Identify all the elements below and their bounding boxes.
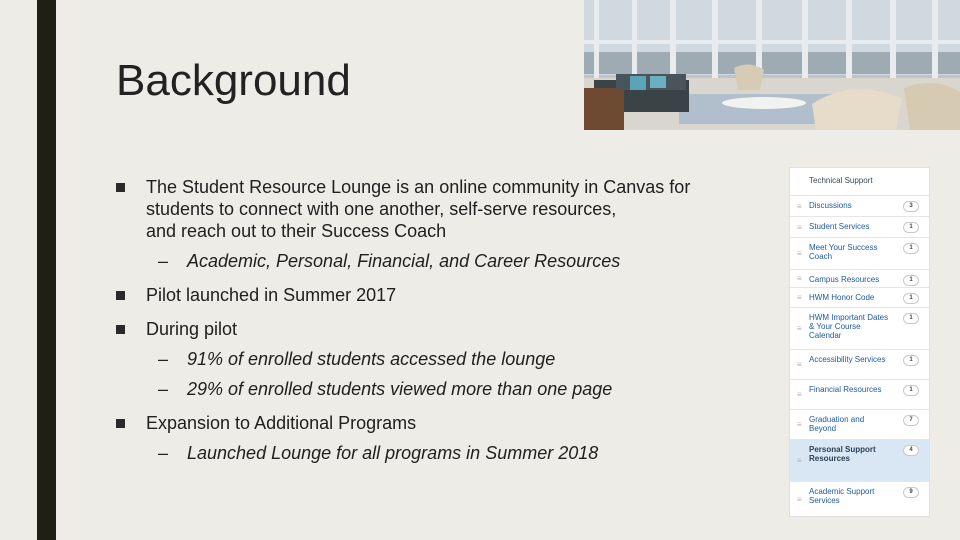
nav-item-label: Academic Support Services [809,487,875,505]
drag-handle-icon[interactable]: ≡ [797,324,802,333]
drag-handle-icon[interactable]: ≡ [797,249,802,258]
nav-item[interactable] [790,380,930,410]
nav-item[interactable] [790,410,930,440]
drag-handle-icon[interactable]: ≡ [797,293,802,302]
sub-bullet-dash: – [158,349,169,369]
nav-item-label: Student Services [809,222,870,231]
slide-title: Background [116,56,351,105]
sub-bullet-dash: – [158,379,169,399]
nav-item-count-badge: 1 [903,355,919,366]
bullet-marker [116,291,125,300]
nav-header: Technical Support [790,168,930,196]
drag-handle-icon[interactable]: ≡ [797,456,802,465]
nav-item-count-badge: 1 [903,243,919,254]
nav-item[interactable] [790,270,930,288]
nav-item[interactable] [790,440,930,482]
bullet-text: The Student Resource Lounge is an online community in Canvas for [146,177,691,197]
bullet-marker [116,183,125,192]
sub-bullet-text: 91% of enrolled students accessed the lounge [187,349,556,369]
bullet-marker [116,419,125,428]
drag-handle-icon[interactable]: ≡ [797,360,802,369]
nav-item-label: HWM Honor Code [809,293,875,302]
drag-handle-icon[interactable]: ≡ [797,390,802,399]
nav-item-count-badge: 1 [903,275,919,286]
drag-handle-icon[interactable]: ≡ [797,201,802,211]
nav-item-label: Accessibility Services [809,355,886,364]
nav-item-count-badge: 1 [903,385,919,396]
sub-bullet-dash: – [158,251,169,271]
nav-item-label: Graduation and Beyond [809,415,865,433]
nav-item-label: HWM Important Dates & Your Course Calendar [809,313,889,340]
sub-bullet-text: Academic, Personal, Financial, and Career Resources [187,251,621,271]
nav-item-label: Discussions [809,201,852,210]
bullet-marker [116,325,125,334]
nav-item[interactable] [790,238,930,270]
drag-handle-icon[interactable]: ≡ [797,222,802,232]
nav-item[interactable] [790,288,930,308]
course-navigation-screenshot [789,167,930,517]
nav-item-label: Campus Resources [809,275,880,284]
left-accent-bar [37,0,56,540]
bullet-text: During pilot [146,319,238,339]
nav-item-count-badge: 1 [903,313,919,324]
drag-handle-icon[interactable]: ≡ [797,495,802,504]
bullet-text: and reach out to their Success Coach [146,221,447,241]
lounge-photo [584,0,960,130]
nav-item-count-badge: 4 [903,445,919,456]
nav-item-count-badge: 1 [903,222,919,233]
sub-bullet-text: Launched Lounge for all programs in Summer 2018 [187,443,599,463]
nav-item[interactable] [790,308,930,350]
nav-item[interactable] [790,217,930,238]
nav-item-label: Financial Resources [809,385,882,394]
nav-item[interactable] [790,482,930,517]
sub-bullet-text: 29% of enrolled students viewed more than one page [187,379,613,399]
bullet-text: Pilot launched in Summer 2017 [146,285,397,305]
nav-item-count-badge: 9 [903,487,919,498]
drag-handle-icon[interactable]: ≡ [797,420,802,429]
nav-item-count-badge: 7 [903,415,919,426]
drag-handle-icon[interactable]: ≡ [797,274,802,283]
nav-item[interactable] [790,196,930,217]
nav-item-label: Personal Support Resources [809,445,876,463]
nav-item-count-badge: 1 [903,293,919,304]
bullet-text: Expansion to Additional Programs [146,413,417,433]
nav-item-count-badge: 3 [903,201,919,212]
nav-item[interactable] [790,350,930,380]
nav-item-label: Meet Your Success Coach [809,243,878,261]
bullet-text: students to connect with one another, self-serve resources, [146,199,617,219]
sub-bullet-dash: – [158,443,169,463]
